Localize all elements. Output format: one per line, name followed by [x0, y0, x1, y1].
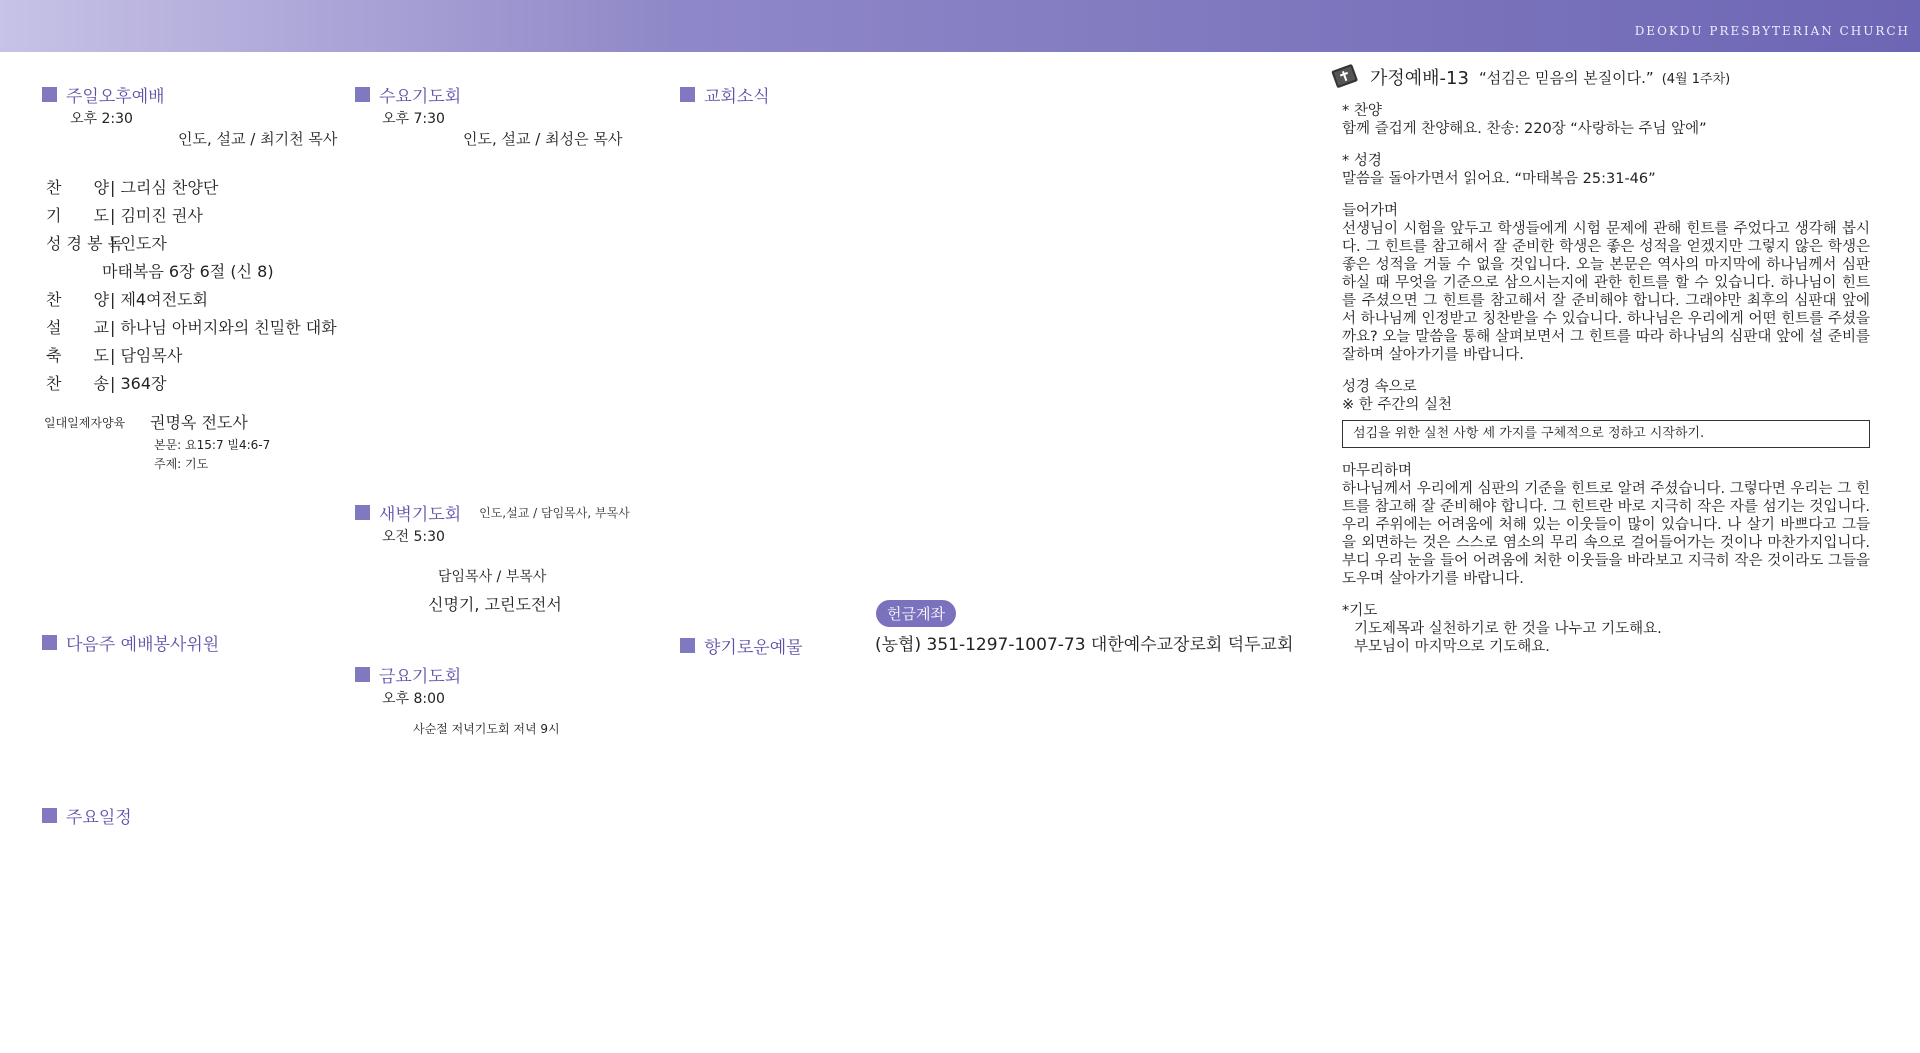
family-header — [1328, 62, 1730, 92]
section-title: 금요기도회 — [379, 667, 462, 687]
section-title: 향기로운예물 — [704, 638, 803, 658]
family-title: 가정예배-13 — [1370, 68, 1469, 89]
order-label: 성 경 봉 독 — [46, 234, 124, 253]
order-value: | 김미진 권사 — [110, 206, 203, 225]
sunday-time: 오후 2:30 — [70, 111, 133, 127]
section-offering — [680, 633, 803, 658]
discipleship-name: 권명옥 전도사 — [150, 413, 248, 432]
square-icon — [42, 87, 57, 102]
section-dawn — [355, 500, 630, 525]
closing-text: 하나님께서 우리에게 심판의 기준을 힌트로 알려 주셨습니다. 그렇다면 우리는 그 힌트를 참고해 잘 준비해야 합니다. 그 힌트란 바로 지극히 작은 자를 섬기는 것입니다. 우리 주위에는 어려움에 처해 있는 이웃들이 많이 있습니다. 나 살기 바쁘다고 그들을 외면하는 것은 스스로 염소의 무리 속으로 걸어들어가는 것이나 마찬가지입니다. 부디 우리 눈을 들어 어려움에 처한 이웃들을 바라보고 지극히 작은 것이라도 그들을 도우며 살아가기를 바랍니다. — [1342, 481, 1870, 587]
closing-heading: 마무리하며 — [1342, 463, 1413, 479]
dawn-lead: 담임목사 / 부목사 — [438, 569, 547, 585]
order-value: 마태복음 6장 6절 (신 8) — [102, 262, 274, 281]
dawn-time: 오전 5:30 — [382, 529, 445, 545]
section-wednesday — [355, 82, 461, 107]
header-bar — [0, 0, 1920, 52]
section-title: 교회소식 — [704, 87, 770, 107]
fri-time: 오후 8:00 — [382, 691, 445, 707]
order-label: 기 도 — [46, 206, 109, 225]
order-value: | 인도자 — [110, 234, 167, 253]
section-next-week — [42, 630, 219, 655]
prayer-line-1: 기도제목과 실천하기로 한 것을 나누고 기도해요. — [1354, 621, 1662, 637]
order-label: 찬 양 — [46, 178, 109, 197]
section-title: 수요기도회 — [379, 87, 462, 107]
sunday-lead: 인도, 설교 / 최기천 목사 — [178, 130, 338, 148]
square-icon — [680, 87, 695, 102]
family-week: (4월 1주차) — [1661, 71, 1731, 87]
wed-lead: 인도, 설교 / 최성은 목사 — [463, 130, 623, 148]
account-pill: 헌금계좌 — [876, 600, 956, 627]
section-title: 새벽기도회 — [379, 505, 462, 525]
order-label: 설 교 — [46, 318, 109, 337]
practice-heading: ※ 한 주간의 실천 — [1342, 397, 1453, 413]
account-text: (농협) 351-1297-1007-73 대한예수교장로회 덕두교회 — [875, 635, 1294, 655]
section-events — [42, 803, 132, 828]
bible-heading: * 성경 — [1342, 153, 1382, 169]
bible-text: 말씀을 돌아가면서 읽어요. “마태복음 25:31-46” — [1342, 171, 1656, 187]
square-icon — [680, 638, 695, 653]
order-value: | 364장 — [110, 374, 167, 393]
discipleship-text: 본문: 요15:7 빌4:6-7 — [154, 438, 271, 452]
square-icon — [355, 667, 370, 682]
bible-icon — [1328, 62, 1362, 92]
order-label: 찬 송 — [46, 374, 109, 393]
practice-box: 섬김을 위한 실천 사항 세 가지를 구체적으로 정하고 시작하기. — [1342, 420, 1870, 448]
section-title: 주일오후예배 — [66, 87, 165, 107]
intro-heading: 들어가며 — [1342, 203, 1399, 219]
order-value: | 그리심 찬양단 — [110, 178, 219, 197]
section-friday — [355, 662, 461, 687]
section-sunday-pm — [42, 82, 165, 107]
square-icon — [42, 635, 57, 650]
order-label: 찬 양 — [46, 290, 109, 309]
intro-text: 선생님이 시험을 앞두고 학생들에게 시험 문제에 관해 힌트를 주었다고 생각해 봅시다. 그 힌트를 참고해서 잘 준비한 학생은 좋은 성적을 얻겠지만 그렇지 않은 학생은 좋은 성적을 거둘 수 없을 것입니다. 오늘 본문은 역사의 마지막에 하나님께서 심판하실 때 무엇을 기준으로 삼으시는지에 관한 힌트를 할 수 있습니다. 하나님이 힌트를 주셨으면 그 힌트를 참고해서 잘 준비해야 합니다. 그래야만 최후의 심판대 앞에서 하나님께 인정받고 칭찬받을 수 있습니다. 하나님은 우리에게 어떤 힌트를 주셨을까요? 오늘 말씀을 통해 살펴보면서 그 힌트를 따라 하나님의 심판대 앞에 설 준비를 잘하며 살아가기를 바랍니다. — [1342, 221, 1870, 363]
family-subtitle: “섬김은 믿음의 본질이다.” — [1478, 68, 1654, 87]
fri-note: 사순절 저녁기도회 저녁 9시 — [413, 722, 560, 736]
praise-heading: * 찬양 — [1342, 103, 1382, 119]
square-icon — [355, 87, 370, 102]
praise-text: 함께 즐겁게 찬양해요. 찬송: 220장 “사랑하는 주님 앞에” — [1342, 121, 1707, 137]
section-news — [680, 82, 770, 107]
family-body — [1342, 102, 1870, 656]
prayer-line-2: 부모님이 마지막으로 기도해요. — [1354, 639, 1550, 655]
section-title: 다음주 예배봉사위원 — [66, 635, 220, 655]
dawn-note: 인도,설교 / 담임목사, 부목사 — [479, 506, 630, 520]
discipleship-topic: 주제: 기도 — [154, 457, 209, 471]
order-value: | 담임목사 — [110, 346, 183, 365]
order-label: 축 도 — [46, 346, 109, 365]
order-value: | 하나님 아버지와의 친밀한 대화 — [110, 318, 337, 337]
into-heading: 성경 속으로 — [1342, 379, 1417, 395]
church-name: DEOKDU PRESBYTERIAN CHURCH — [1634, 24, 1910, 38]
prayer-heading: *기도 — [1342, 603, 1378, 619]
square-icon — [355, 505, 370, 520]
square-icon — [42, 808, 57, 823]
order-value: | 제4여전도회 — [110, 290, 208, 309]
discipleship-label: 일대일제자양육 — [44, 416, 126, 430]
wed-time: 오후 7:30 — [382, 111, 445, 127]
section-title: 주요일정 — [66, 808, 132, 828]
dawn-books: 신명기, 고린도전서 — [428, 595, 562, 614]
